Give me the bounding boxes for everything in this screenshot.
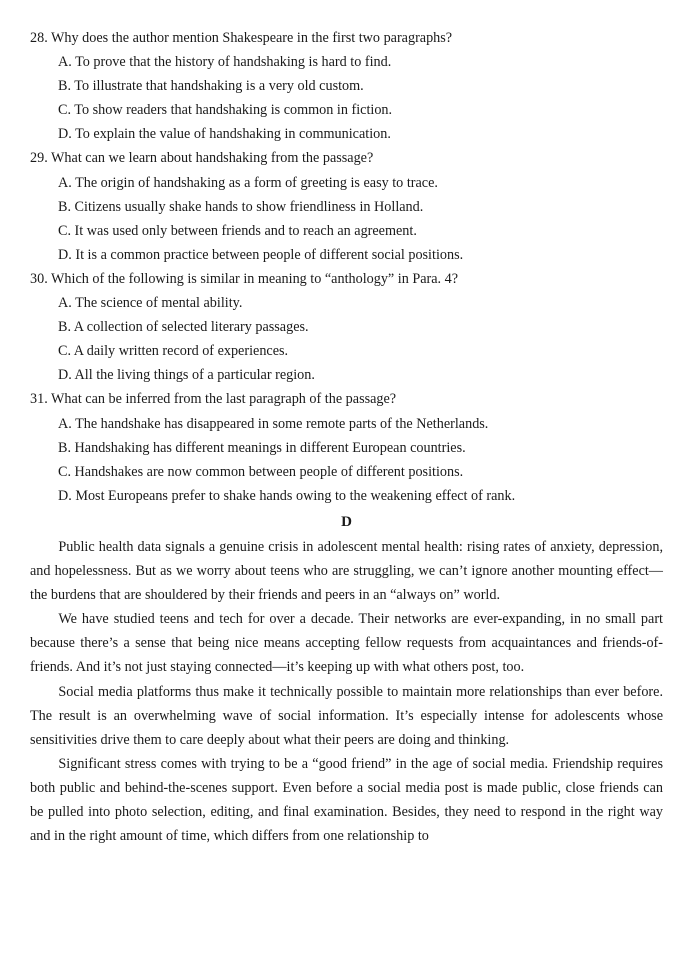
option-d: D. To explain the value of handshaking in communication. <box>58 126 391 143</box>
passage-paragraph-4: Significant stress comes with trying to be a “good friend” in the age of social media. Friendship requires both public and behind-the-scenes support. Even before a social media post is made public, close friends can be pulled into photo selection, editing, and final examination. Besides, they need to respond in the right way and in the right amount of time, which differs from one relationship to <box>30 755 663 845</box>
question-29 <box>30 146 663 266</box>
option-c: C. A daily written record of experiences. <box>58 343 289 360</box>
option-b: B. A collection of selected literary passages. <box>58 319 309 336</box>
option-c: C. Handshakes are now common between people of different positions. <box>58 463 464 480</box>
question-31 <box>30 387 663 507</box>
option-c: C. It was used only between friends and to reach an agreement. <box>58 222 417 239</box>
option-a: A. The science of mental ability. <box>58 295 243 312</box>
option-d: D. All the living things of a particular region. <box>58 367 315 384</box>
question-30 <box>30 267 663 387</box>
question-stem: What can we learn about handshaking from the passage? <box>51 150 374 167</box>
question-number: 28. <box>30 30 48 46</box>
question-number: 31. <box>30 391 48 408</box>
option-a: A. The origin of handshaking as a form of greeting is easy to trace. <box>58 174 438 191</box>
option-a: A. To prove that the history of handshaking is hard to find. <box>58 54 392 71</box>
question-stem: Why does the author mention Shakespeare in the first two paragraphs? <box>51 30 453 46</box>
question-stem: Which of the following is similar in meaning to “anthology” in Para. 4? <box>51 270 459 287</box>
passage-paragraph-2: We have studied teens and tech for over a decade. Their networks are ever-expanding, in no small part because there’s a sense that being nice means accepting fellow requests from acquaintances and friends-of-friends. And it’s not just staying connected—it’s keeping up with what others post, too. <box>30 611 663 676</box>
option-d: D. Most Europeans prefer to shake hands owing to the weakening effect of rank. <box>58 487 516 504</box>
question-number: 30. <box>30 270 48 287</box>
option-b: B. Handshaking has different meanings in different European countries. <box>58 439 466 456</box>
option-a: A. The handshake has disappeared in some remote parts of the Netherlands. <box>58 415 489 432</box>
section-heading: D <box>341 513 352 530</box>
passage-paragraph-1: Public health data signals a genuine crisis in adolescent mental health: rising rates of anxiety, depression, and hopelessness. But as we worry about teens who are struggling, we can’t ignore another mounting effect—the burdens that are shouldered by their friends and peers in an “always on” world. <box>30 538 663 604</box>
option-b: B. To illustrate that handshaking is a very old custom. <box>58 78 364 95</box>
option-c: C. To show readers that handshaking is common in fiction. <box>58 102 393 119</box>
question-number: 29. <box>30 150 48 167</box>
option-d: D. It is a common practice between people of different social positions. <box>58 246 464 263</box>
passage-paragraph-3: Social media platforms thus make it technically possible to maintain more relationships than ever before. The result is an overwhelming wave of social information. It’s especially intense for adolescents whose sensitivities drive them to care deeply about what their peers are doing and thinking. <box>30 683 663 748</box>
question-stem: What can be inferred from the last paragraph of the passage? <box>51 391 397 408</box>
question-28 <box>30 26 663 146</box>
option-b: B. Citizens usually shake hands to show friendliness in Holland. <box>58 198 424 215</box>
